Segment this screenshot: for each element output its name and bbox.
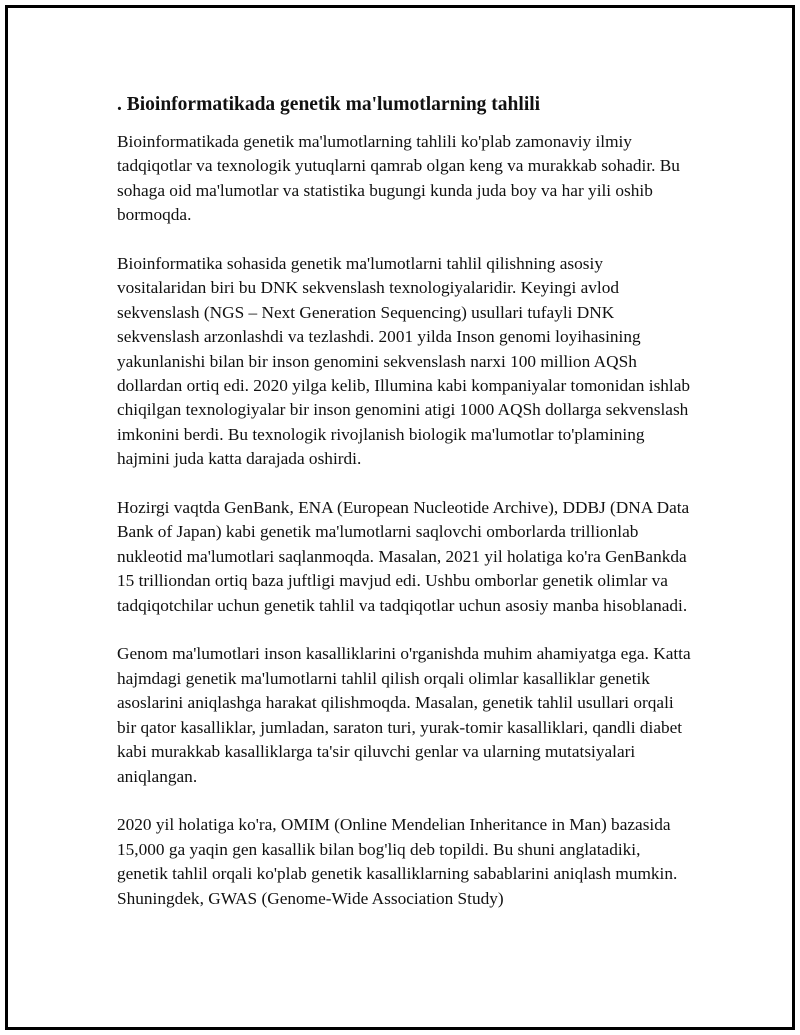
paragraph-dna-sequencing: Bioinformatika sohasida genetik ma'lumotlarni tahlil qilishning asosiy vositalaridan biri bu DNK sekvenslash texnologiyalaridir. Keyingi avlod sekvenslash (NGS – Next Generation Sequencing) usullari tufayli DNK sekvenslash arzonlashdi va tezlashdi. 2001 yilda Inson genomi loyihasining yakunlanishi bilan bir inson genomini sekvenslash narxi 100 million AQSh dollardan ortiq edi. 2020 yilga kelib, Illumina kabi kompaniyalar tomonidan ishlab chiqilgan texnologiyalar bir inson genomini atigi 1000 AQSh dollarga sekvenslash imkonini berdi. Bu texnologik rivojlanish biologik ma'lumotlar to'plamining hajmini juda katta darajada oshirdi.: [117, 254, 691, 469]
document-title: . Bioinformatikada genetik ma'lumotlarning tahlili: [117, 94, 541, 115]
paragraph-diseases: Genom ma'lumotlari inson kasalliklarini o'rganishda muhim ahamiyatga ega. Katta hajmdagi genetik ma'lumotlarni tahlil qilish orqali olimlar kasalliklar genetik asoslarini aniqlashga harakat qilishmoqda. Masalan, genetik tahlil usullari orqali bir qator kasalliklar, jumladan, saraton turi, yurak-tomir kasalliklari, qandli diabet kabi murakkab kasalliklarga ta'sir qiluvchi genlar va ularning mutatsiyalari aniqlangan.: [117, 644, 691, 786]
document-body: [117, 92, 692, 935]
paragraph-databases: Hozirgi vaqtda GenBank, ENA (European Nucleotide Archive), DDBJ (DNA Data Bank of Japan) kabi genetik ma'lumotlarni saqlovchi omborlarda trillionlab nukleotid ma'lumotlari saqlanmoqda. Masalan, 2021 yil holatiga ko'ra GenBankda 15 trilliondan ortiq baza juftligi mavjud edi. Ushbu omborlar genetik olimlar va tadqiqotchilar uchun genetik tahlil va tadqiqotlar uchun asosiy manba hisoblanadi.: [117, 498, 690, 615]
paragraph-intro: Bioinformatikada genetik ma'lumotlarning tahlili ko'plab zamonaviy ilmiy tadqiqotlar va texnologik yutuqlarni qamrab olgan keng va murakkab sohadir. Bu sohaga oid ma'lumotlar va statistika bugungi kunda juda boy va har yili oshib bormoqda.: [117, 132, 680, 225]
paragraph-omim: 2020 yil holatiga ko'ra, OMIM (Online Mendelian Inheritance in Man) bazasida 15,000 ga yaqin gen kasallik bilan bog'liq deb topildi. Bu shuni anglatadiki, genetik tahlil orqali ko'plab genetik kasalliklarning sabablarini aniqlash mumkin. Shuningdek, GWAS (Genome-Wide Association Study): [117, 815, 678, 908]
